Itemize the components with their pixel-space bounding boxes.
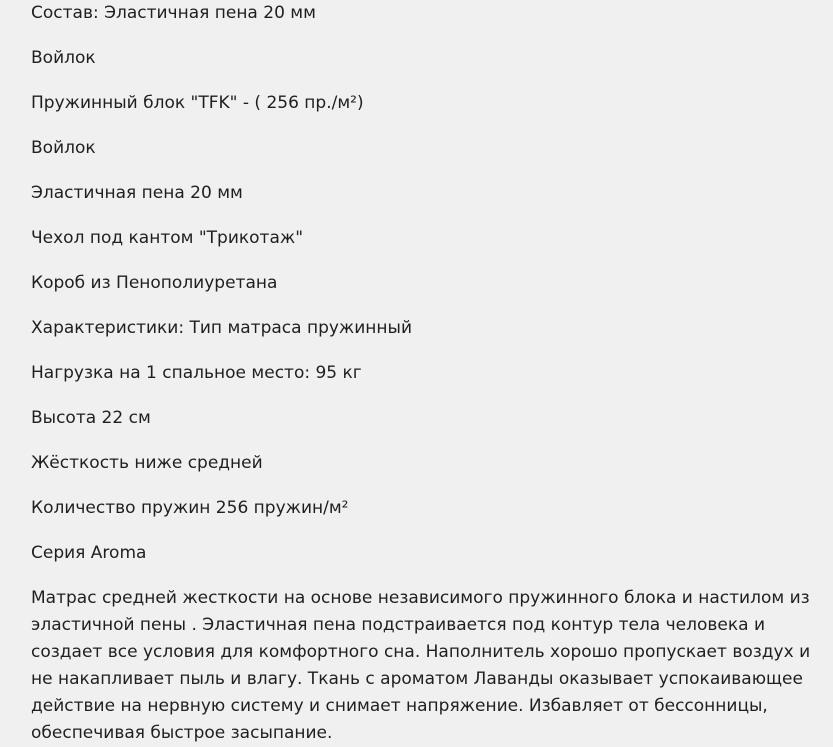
- composition-item-box: Короб из Пенополиуретана: [31, 273, 278, 293]
- composition-item-spring-block: Пружинный блок "TFK" - ( 256 пр./м²): [31, 93, 364, 113]
- composition-line: Состав: Эластичная пена 20 мм: [31, 3, 316, 23]
- spec-height: Высота 22 см: [31, 408, 151, 428]
- composition-item-foam: Эластичная пена 20 мм: [31, 183, 243, 203]
- composition-item-cover: Чехол под кантом "Трикотаж": [31, 228, 304, 248]
- spec-firmness: Жёсткость ниже средней: [31, 453, 263, 473]
- spec-load: Нагрузка на 1 спальное место: 95 кг: [31, 363, 362, 383]
- composition-item-felt-2: Войлок: [31, 138, 96, 158]
- spec-spring-count: Количество пружин 256 пружин/м²: [31, 498, 349, 518]
- spec-type: Характеристики: Тип матраса пружинный: [31, 318, 412, 338]
- description-paragraph: Матрас средней жесткости на основе независимого пружинного блока и настилом из эластичной пены . Эластичная пена подстраивается под контур тела человека и создает все условия для комфортного сна. Наполнитель хорошо пропускает воздух и не накапливает пыль и влагу. Ткань с ароматом Лаванды оказывает успокаивающее действие на нервную систему и снимает напряжение. Избавляет от бессонницы, обеспечивая быстрое засыпание.: [31, 588, 811, 743]
- product-description: [31, 0, 811, 747]
- spec-series: Серия Aroma: [31, 543, 147, 563]
- composition-item-felt-1: Войлок: [31, 48, 96, 68]
